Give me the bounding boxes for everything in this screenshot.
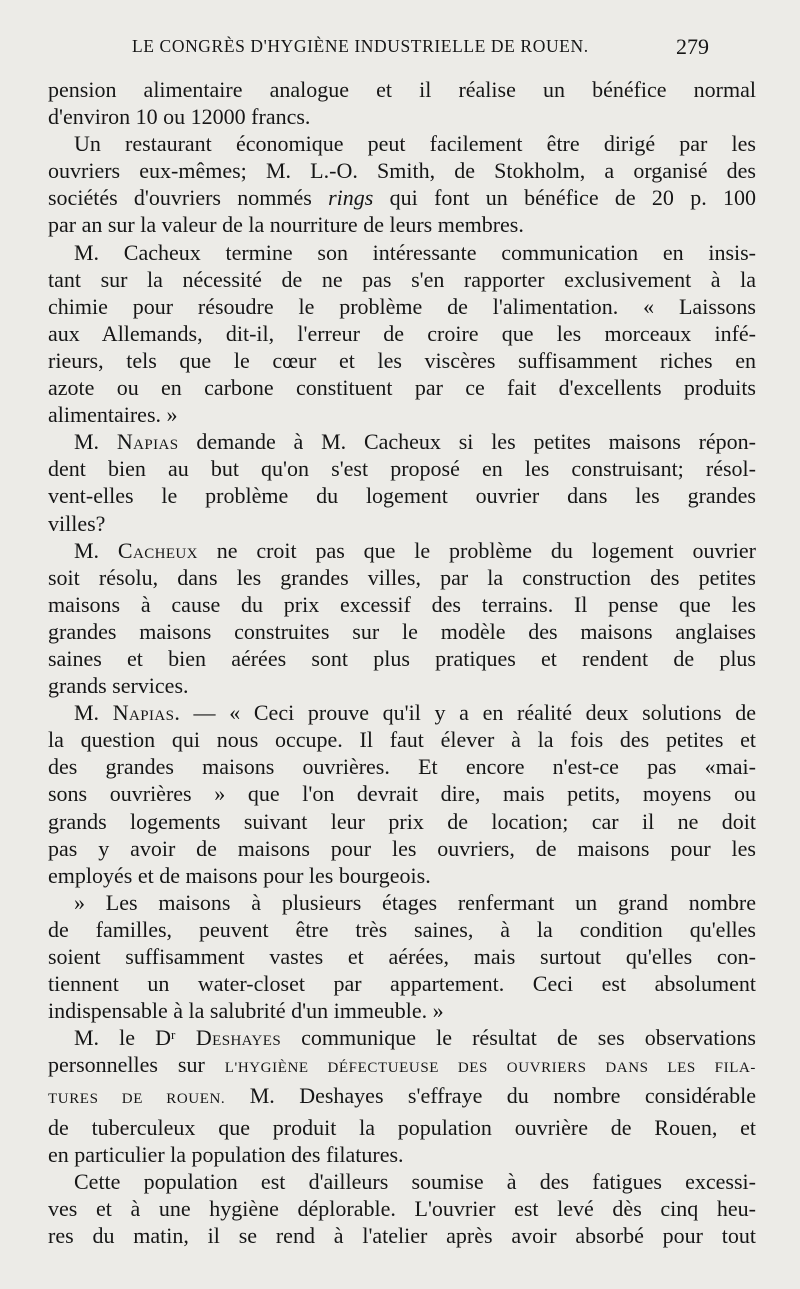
text-line: pension alimentaire analogue et il réalise un bénéfice normal: [48, 77, 756, 102]
text-line: pas y avoir de maisons pour les ouvriers, de maisons pour les: [48, 835, 756, 861]
text-line: grands logements suivant leur prix de location; car il ne doit: [48, 808, 756, 834]
text-line: de familles, peuvent être très saines, à la condition qu'elles: [48, 916, 756, 942]
page-number: 279: [676, 34, 709, 59]
text-line: M. Napias. — « Ceci prouve qu'il y a en réalité deux solutions de: [74, 700, 756, 726]
text-line: la question qui nous occupe. Il faut élever à la fois des petites et: [48, 727, 756, 753]
body-text: [48, 76, 756, 1249]
running-title: LE CONGRÈS D'HYGIÈNE INDUSTRIELLE DE ROUEN.: [132, 36, 589, 56]
text-line: des grandes maisons ouvrières. Et encore n'est-ce pas «mai-: [48, 754, 756, 780]
text-line: saines et bien aérées sont plus pratiques et rendent de plus: [48, 645, 756, 671]
text-line: d'environ 10 ou 12000 francs.: [48, 104, 311, 130]
text-line: tiennent un water-closet par appartement. Ceci est absolument: [48, 971, 756, 997]
text-line: en particulier la population des filatures.: [48, 1141, 404, 1167]
text-line: M. le $D^r$ Deshayes communique le résultat de ses observations: [74, 1025, 756, 1051]
text-line: maisons à cause du prix excessif des terrains. Il pense que les: [48, 591, 756, 617]
text-line: de tuberculeux que produit la population ouvrière de Rouen, et: [48, 1114, 756, 1140]
text-line: azote ou en carbone constituent par ce fait d'excellents produits: [48, 375, 756, 401]
text-line: rieurs, tels que le cœur et les viscères suffisamment riches en: [48, 347, 756, 373]
text-line: sons ouvrières » que l'on devrait dire, mais petits, moyens ou: [48, 781, 756, 807]
text-line: sociétés d'ouvriers nommés rings qui font un bénéfice de 20 p. 100: [48, 185, 756, 211]
text-line: M. Cacheux ne croit pas que le problème du logement ouvrier: [74, 537, 756, 563]
text-line: TURES DE ROUEN. M. Deshayes s'effraye du nombre considérable: [48, 1083, 756, 1109]
text-line: res du matin, il se rend à l'atelier après avoir absorbé pour tout: [48, 1222, 756, 1248]
text-line: soit résolu, dans les grandes villes, par la construction des petites: [48, 564, 756, 590]
text-line: grands services.: [48, 673, 189, 699]
text-block: [48, 76, 756, 1249]
running-header: [48, 36, 768, 68]
text-line: » Les maisons à plusieurs étages renfermant un grand nombre: [74, 889, 756, 915]
text-line: aux Allemands, dit-il, l'erreur de croire que les morceaux infé-: [48, 320, 756, 346]
text-line: vent-elles le problème du logement ouvrier dans les grandes: [48, 483, 756, 509]
text-line: par an sur la valeur de la nourriture de leurs membres.: [48, 212, 524, 238]
text-line: Un restaurant économique peut facilement être dirigé par les: [74, 131, 756, 157]
text-line: soient suffisamment vastes et aérées, mais surtout qu'elles con-: [48, 944, 756, 969]
text-line: indispensable à la salubrité d'un immeuble. »: [48, 998, 444, 1024]
text-line: dent bien au but qu'on s'est proposé en les construisant; résol-: [48, 456, 756, 482]
text-line: alimentaires. »: [48, 402, 178, 428]
text-line: M. Cacheux termine son intéressante communication en insis-: [74, 239, 756, 265]
text-line: chimie pour résoudre le problème de l'alimentation. « Laissons: [48, 293, 756, 319]
text-line: employés et de maisons pour les bourgeois.: [48, 862, 431, 888]
text-line: villes?: [48, 510, 106, 536]
text-line: M. Napias demande à M. Cacheux si les petites maisons répon-: [74, 429, 756, 455]
text-line: ves et à une hygiène déplorable. L'ouvrier est levé dès cinq heu-: [48, 1195, 756, 1221]
text-line: Cette population est d'ailleurs soumise à des fatigues excessi-: [74, 1168, 756, 1194]
text-line: grandes maisons construites sur le modèle des maisons anglaises: [48, 618, 756, 644]
text-line: tant sur la nécessité de ne pas s'en rapporter exclusivement à la: [48, 266, 756, 292]
text-line: ouvriers eux-mêmes; M. L.-O. Smith, de Stokholm, a organisé des: [48, 158, 756, 184]
text-line: personnelles sur L'HYGIÈNE DÉFECTUEUSE DES OUVRIERS DANS LES FILA-: [48, 1052, 756, 1078]
